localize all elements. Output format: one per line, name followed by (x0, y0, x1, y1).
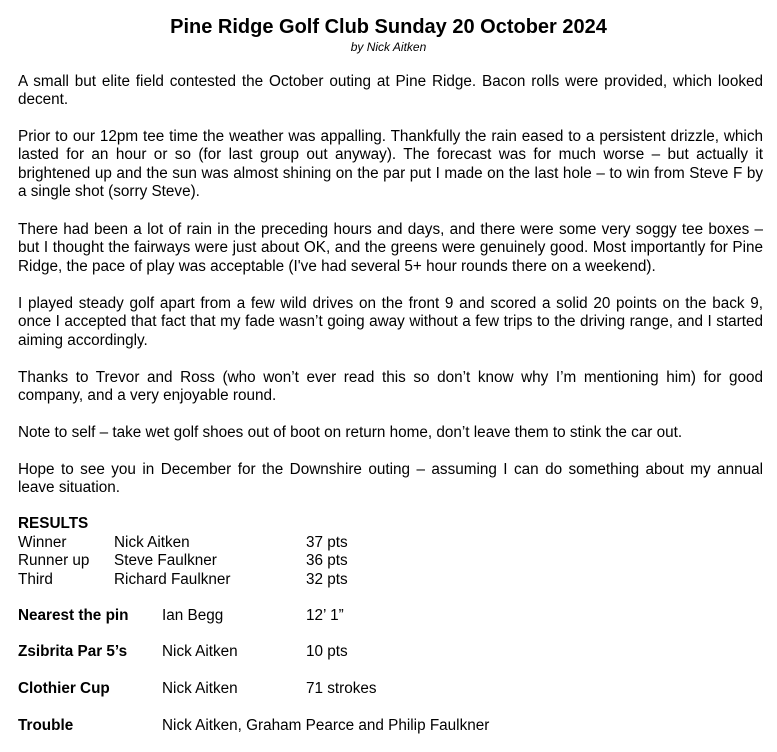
results-heading: RESULTS (18, 515, 89, 532)
paragraph-note: Note to self – take wet golf shoes out of boot on return home, don’t leave them to stink the car out. (18, 424, 683, 441)
paragraph-intro: A small but elite field contested the October outing at Pine Ridge. Bacon rolls were provided, which looked decent. (18, 73, 763, 109)
award-winner: Nick Aitken (162, 643, 238, 660)
award-winner: Nick Aitken (162, 680, 238, 697)
award-label-trouble: Trouble (18, 717, 74, 734)
placing-score: 36 pts (306, 552, 348, 569)
paragraph-play: I played steady golf apart from a few wild drives on the front 9 and scored a solid 20 points on the back 9, once I accepted that fact that my fade wasn’t going away without a few trips to the driving range, and I started aiming accordingly. (18, 295, 763, 349)
placing-player: Richard Faulkner (114, 571, 231, 588)
award-label-par-5s: Zsibrita Par 5’s (18, 643, 128, 660)
paragraph-weather: Prior to our 12pm tee time the weather was appalling. Thankfully the rain eased to a persistent drizzle, which lasted for an hour or so (for last group out anyway). The forecast was for much worse – but actually it brightened up and the sun was almost shining on the par put I made on the last hole – to win from Steve F by a single shot (sorry Steve). (18, 128, 763, 201)
award-winner: Nick Aitken, Graham Pearce and Philip Faulkner (162, 717, 490, 734)
placing-player: Steve Faulkner (114, 552, 217, 569)
paragraph-next-outing: Hope to see you in December for the Downshire outing – assuming I can do something about my annual leave situation. (18, 461, 763, 497)
article-title: Pine Ridge Golf Club Sunday 20 October 2024 (170, 16, 607, 38)
paragraph-course: There had been a lot of rain in the preceding hours and days, and there were some very soggy tee boxes – but I thought the fairways were just about OK, and the greens were genuinely good. Most importantly for Pine Ridge, the pace of play was acceptable (I've had several 5+ hour rounds there on a weekend). (18, 221, 763, 275)
placing-score: 32 pts (306, 571, 348, 588)
award-label-nearest-pin: Nearest the pin (18, 607, 129, 624)
award-value: 10 pts (306, 643, 348, 660)
award-value: 12’ 1” (306, 607, 344, 624)
article-byline: by Nick Aitken (350, 40, 427, 54)
award-label-clothier-cup: Clothier Cup (18, 680, 110, 697)
paragraph-thanks: Thanks to Trevor and Ross (who won’t ever read this so don’t know why I’m mentioning him) for good company, and a very enjoyable round. (18, 369, 763, 405)
award-value: 71 strokes (306, 680, 377, 697)
placing-label: Third (18, 571, 53, 588)
placing-label: Runner up (18, 552, 90, 569)
placing-label: Winner (18, 534, 67, 551)
award-winner: Ian Begg (162, 607, 224, 624)
placing-score: 37 pts (306, 534, 348, 551)
placing-player: Nick Aitken (114, 534, 190, 551)
